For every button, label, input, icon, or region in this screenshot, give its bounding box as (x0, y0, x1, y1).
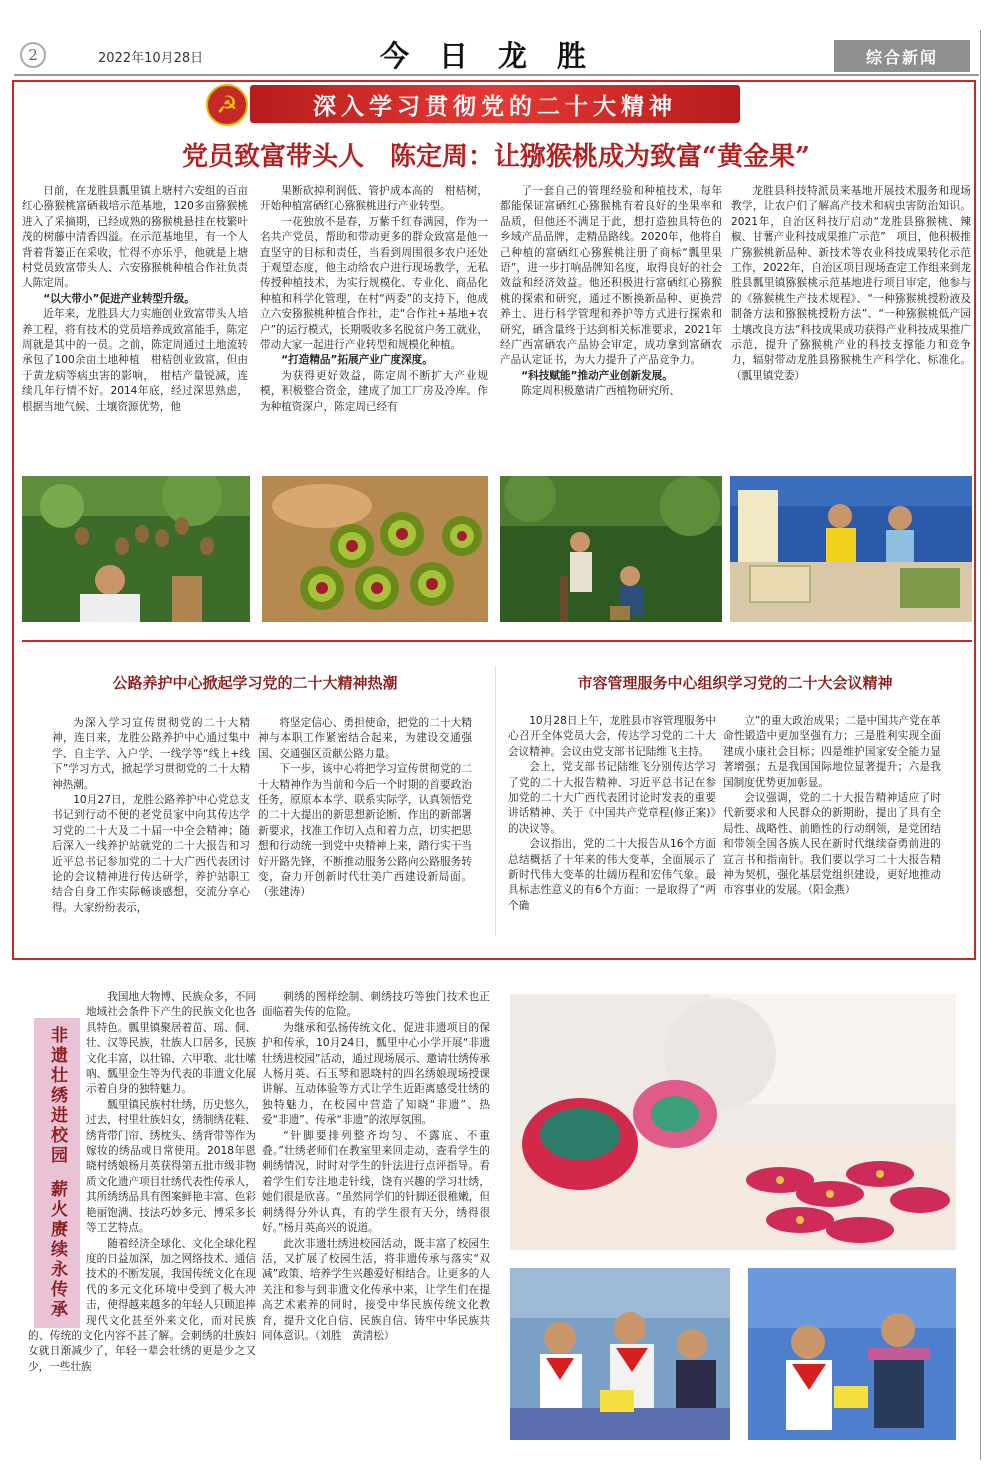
lead-column-1 (22, 184, 248, 454)
paragraph: 为深入学习宣传贯彻党的二十大精神，连日来，龙胜公路养护中心通过集中学、自主学、入户学、一线学等“线上+线下”学习方式，掀起学习贯彻党的二十大精神热潮。 (52, 717, 250, 791)
paper-masthead: 今日龙胜 (380, 39, 617, 73)
party-emblem-icon: ☭ (206, 84, 248, 126)
article-right-column-1 (508, 714, 716, 938)
paragraph: 10月27日，龙胜公路养护中心党总支书记到行动不便的老党员家中向其传达学习党的二十大及二十届一中全会精神；随后深入一线养护站就党的二十大报告和习近平总书记参加党的二十大广西代表团讨论的会议精神进行传达研学，养护站职工结合自身工作实际畅谈感想，交流分享心得。大家纷纷表示， (52, 794, 250, 914)
paragraph: 刺绣的图样绘制、刺绣技巧等独门技术也正面临着失传的危险。 (262, 991, 490, 1019)
subheading: “科技赋能”推动产业创新发展。 (521, 369, 673, 382)
kiwi-slices-photo (262, 476, 488, 622)
lead-column-2 (260, 184, 488, 454)
masthead-rule (14, 74, 979, 76)
paragraph: 会上，党支部书记陆维飞分别传达学习了党的二十大报告精神、习近平总书记在参加党的二十大广西代表团讨论时发表的重要讲话精神、关于《中国共产党章程(修正案)》的决议等。 (508, 761, 716, 835)
teacher-student-photo (748, 1268, 956, 1440)
column-rule (495, 666, 496, 936)
paragraph: 近年来，龙胜县大力实施创业致富带头人培养工程，将有技术的党员培养成致富能手，陈定周就是其中的一员。之前，陈定周通过土地流转承包了100余亩土地种植 柑桔创业致富，但由于黄龙病等病虫害的影响， 柑桔产量锐减，连续几年行情不好。2014年底，经过深思熟虑，根据当地气候、土壤资源优势，他 (22, 308, 248, 413)
paragraph: 10月28日上午，龙胜县市容管理服务中心召开全体党员大会，传达学习党的二十大会议精神。会议由党支部书记陆维飞主持。 (508, 715, 716, 758)
students-embroidery-photo (510, 1268, 730, 1440)
feature-column-1 (28, 990, 256, 1440)
paragraph: 我国地大物博、民族众多，不同地域社会条件下产生的民族文化也各具特色。瓢里镇聚居着苗、瑶、侗、壮、汉等民族，壮族人口居多，民族文化丰富，以壮锦、六甲歌、北壮嗦吶、瓢里金生等为代表的非遗文化展示着自身的独特魅力。 (86, 991, 256, 1096)
orchard-workers-photo (500, 476, 722, 622)
paragraph: 为获得更好效益，陈定周不断扩大产业规模，积极整合资金，建成了加工厂房及冷库。作为种植资深户，陈定周已经有 (260, 369, 488, 413)
paragraph: 会议指出，党的二十大报告从16个方面总结概括了十年来的伟大变革，全面展示了新时代伟大变革的壮阔历程和宏伟气象。最具标志性意义的有6个方面：一是取得了“两个确 (508, 838, 716, 912)
subheading: “打造精品”拓展产业广度深度。 (281, 354, 433, 367)
title-float-spacer (28, 990, 86, 1328)
vertical-title-line-2: 薪火赓续永传承 (47, 1180, 67, 1320)
paragraph: “针脚要排列整齐均匀、不露底、不重叠。”壮绣老师们在教室里来回走动，查看学生的刺绣情况，时时对学生的针法进行点评指导。看着学生们专注地走针线，饶有兴趣的学习壮绣，她们很是欣喜。“虽然同学们的针脚还很稚嫩，但刺绣得分外认真，有的学生很有天分，绣得很好。”杨月英高兴的说道。 (262, 1129, 490, 1235)
paragraph: 一花独放不是春，万紫千红春满园，作为一名共产党员，帮助和带动更多的群众致富是他一直坚守的目标和责任，当看到周围很多农户还处于观望态度，他主动给农户进行现场教学，无私传授种植技术，为实行规模化、专业化、商品化种植和科学化管理，在村“两委”的支持下，他成立六安猕猴桃种植合作社，走“合作社+基地+农户”的运行模式，长期吸收多名脱贫户务工就业，带动大家一起进行产业转型和规模化种植。 (260, 215, 488, 352)
section-label: 综合新闻 (834, 40, 970, 72)
paragraph: 立”的重大政治成果；二是中国共产党在革命性锻造中更加坚强有力；三是胜利实现全面建成小康社会目标；四是维护国家安全能力显著增强；五是我国国际地位显著提升；六是我国制度优势更加彰显。 (723, 715, 941, 789)
lead-column-3 (500, 184, 722, 454)
paragraph: 了一套自己的管理经验和种植技术，每年都能保证富硒红心猕猴桃有着良好的坐果率和品质，但他还不满足于此，想打造独具特色的乡域产品品牌，走精品路线。2020年，他将自己种植的富硒红心猕猴桃注册了商标“瓢里果语”，进一步打响品牌知名度，取得良好的社会效益和经济效益。他还积极进行富硒红心猕猴桃的探索和研究，通过不断换新品种、更换营养土、进行科学管理和养护等方式进行探索和研究，硒含量终于达到相关标准要求，2021年经广西富硒农产品协会审定，成功拿到富硒农产品认定证书，为大力提升了产品竞争力。 (500, 185, 722, 367)
paragraph: 将坚定信心、勇担使命，把党的二十大精神与本职工作紧密结合起来，为建设交通强国、交通强区贡献公路力量。 (258, 717, 472, 760)
issue-date: 2022年10月28日 (98, 51, 204, 66)
section-divider (22, 640, 972, 642)
page-number: 2 (20, 42, 46, 68)
lead-column-4 (731, 184, 971, 454)
paragraph: 瓢里镇民族村壮绣，历史悠久，过去，村里壮族妇女，绣制绣花鞋、绣背带门帘、绣枕头、绣背带等作为嫁妆的绣品或日常使用。2018年恩晓村绣娘杨月英获得第五批市级非物质文化遗产项目壮绣代表性传承人，其所绣绣品具有图案鲜艳丰富、色彩艳丽饱满、技法巧妙多元、博采多长等工艺特点。 (86, 1098, 256, 1235)
article-right-column-2 (723, 714, 941, 938)
article-left-column-1 (52, 716, 250, 931)
article-left-title: 公路养护中心掀起学习党的二十大精神热潮 (112, 674, 398, 692)
packing-photo (730, 476, 972, 622)
feature-column-2 (262, 990, 490, 1440)
article-left-column-2 (258, 716, 472, 931)
paragraph: 龙胜县科技特派员来基地开展技术服务和现场教学，让农户们了解高产技术和病虫害防治知识。2021年，自治区科技厅启动“龙胜县猕猴桃、辣椒、甘薯产业科技成果推广示范” 项目，他积极推广猕猴桃新品种、新技术等农业科技成果转化示范工作，2022年，自治区项目现场查定工作组来到龙胜县瓢里镇猕猴桃示范基地进行项目审定，他参与的《猕猴桃生产技术规程》、“一种猕猴桃授粉液及制备方法和猕猴桃授粉方法”、“一种猕猴桃低产园土壤改良方法”科技成果成功获得产业科技成果推广示范，提升了猕猴桃产业的科技支撑能力和竞争力，辐射带动龙胜县猕猴桃生产科学化、标准化。（瓢里镇党委） (731, 185, 971, 382)
paragraph: 日前，在龙胜县瓢里镇上塘村六安组的百亩红心猕猴桃富硒栽培示范基地，120多亩猕猴桃进入了采摘期，已经成熟的猕猴桃悬挂在枝繁叶茂的树藤中清香四溢。在示范基地里，有一个人背着背篓正在采收，忙得不亦乐乎，他就是上塘村党员致富带头人、六安猕猴桃种植合作社负责人陈定周。 (22, 185, 248, 290)
lead-headline: 党员致富带头人 陈定周：让猕猴桃成为致富“黄金果” (182, 142, 810, 172)
paragraph: 此次非遗壮绣进校园活动，既丰富了校园生活，又扩展了校园生活，将非遗传承与落实“双减”政策、培养学生兴趣爱好相结合。让更多的人关注和参与到非遗文化传承中来，让学生们在提高艺术素养的同时，接受中华民族传统文化教育，提升文化自信、民族自信、铸牢中华民族共同体意识。（刘胜 黄清松） (262, 1237, 490, 1342)
paragraph: 随着经济全球化、文化全球化程度的日益加深，加之网络技术、通信技术的不断发展，我国传统文化在现代的多元文化环境中受到了极大冲击，使得越来越多的年轻人只顾追捧现代文化甚至外来文化，而对民族的、传统的文化内容不甚了解。会刺绣的壮族妇女就日渐减少了，年轻一辈会壮绣的更是少之又少，一些壮族 (28, 1237, 256, 1373)
paragraph: 为继承和弘扬传统文化、促进非遗项目的保护和传承，10月24日，瓢里中心小学开展“非遗壮绣进校园”活动，通过现场展示、邀请壮绣传承人杨月英、石玉琴和恩晓村的四名绣娘现场授课讲解、互动体验等方式让学生近距离感受壮绣的独特魅力，在校园中营造了知晓“非遗”、热爱“非遗”、传承“非遗”的浓厚氛围。 (262, 1021, 490, 1127)
paragraph: 果断砍掉利润低、管护成本高的 柑桔树，开始种植富硒红心猕猴桃进行产业转型。 (260, 185, 488, 213)
paragraph: 会议强调，党的二十大报告精神适应了时代新要求和人民群众的新期盼，提出了具有全局性、战略性、前瞻性的行动纲领，是党团结和带领全国各族人民在新时代继续奋勇前进的宣言书和指南针。我们要以学习二十大报告精神为契机，强化基层党组织建设，更好地推动市容事业的发展。（阳金燕） (723, 792, 941, 897)
article-right-title: 市容管理服务中心组织学习党的二十大会议精神 (577, 674, 893, 692)
vertical-title-line-1: 非遗壮绣进校园 (47, 1026, 67, 1166)
subheading: “以大带小”促进产业转型升级。 (43, 292, 195, 305)
paragraph: 陈定周积极邀请广西植物研究所、 (521, 385, 681, 398)
embroidery-display-photo (510, 994, 956, 1250)
theme-banner: 深入学习贯彻党的二十大精神 (250, 85, 740, 123)
page-edge-rule (980, 30, 981, 1460)
paragraph: 下一步，该中心将把学习宣传贯彻党的二十大精神作为当前和今后一个时期的首要政治任务，原原本本学、联系实际学，认真领悟党的二十大提出的新思想新论断、作出的新部署新要求，找准工作切入点和着力点，切实把思想和行动统一到党中央精神上来，踏行实干当好开路先锋，不断推动服务公路向公路服务转变，奋力开创新时代壮美广西建设新局面。（张建涛） (258, 763, 472, 899)
kiwi-harvest-photo (22, 476, 250, 622)
